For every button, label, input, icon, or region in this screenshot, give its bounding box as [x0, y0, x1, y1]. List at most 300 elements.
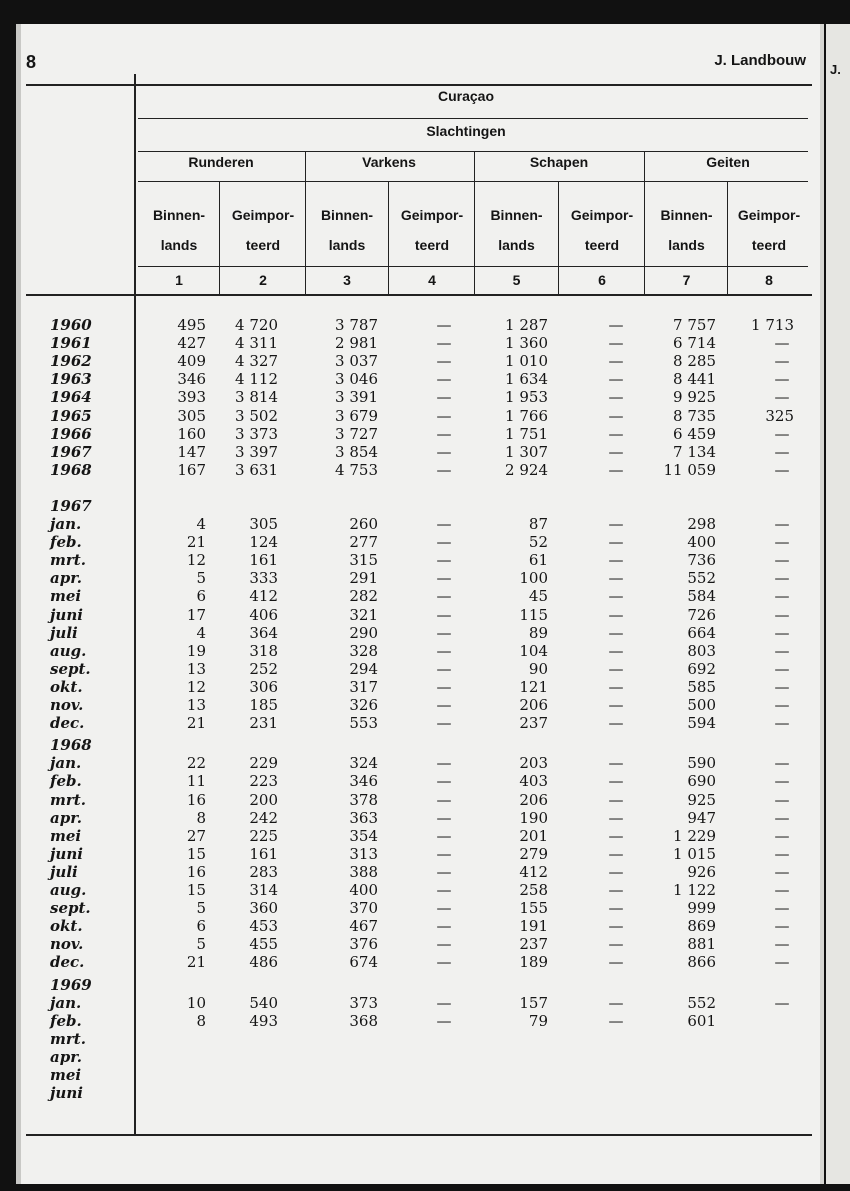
cell-col-8: —: [774, 844, 790, 863]
cell-col-4: —: [436, 935, 452, 954]
col-number-2: 2: [259, 272, 267, 288]
cell-col-3: 674: [349, 953, 378, 972]
page-spine: [16, 24, 21, 1184]
cell-col-3: 277: [349, 533, 378, 552]
row-month-label: dec.: [50, 953, 85, 972]
cell-col-3: 3 679: [335, 406, 378, 425]
row-month-label: jan.: [50, 993, 82, 1012]
cell-col-5: 189: [519, 953, 548, 972]
cell-col-3: 3 787: [335, 316, 378, 334]
cell-col-7: 1 122: [673, 881, 716, 899]
cell-col-7: 6 459: [673, 424, 716, 443]
cell-col-4: —: [436, 334, 452, 353]
cell-col-4: —: [436, 424, 452, 443]
cell-col-4: —: [436, 623, 452, 642]
cell-col-5: 237: [519, 935, 548, 954]
cell-col-8: —: [774, 424, 790, 443]
cell-col-1: 393: [177, 388, 206, 407]
cell-col-4: —: [436, 587, 452, 606]
cell-col-4: —: [436, 406, 452, 425]
cell-col-1: 495: [177, 316, 206, 334]
cell-col-8: —: [774, 569, 790, 588]
cell-col-6: —: [608, 352, 624, 371]
cell-col-7: 926: [687, 862, 716, 881]
cell-col-6: —: [608, 677, 624, 696]
cell-col-5: 403: [519, 772, 548, 791]
cell-col-1: 6: [196, 917, 206, 936]
group-rule: [138, 181, 808, 182]
cell-col-6: —: [608, 844, 624, 863]
cell-col-2: 252: [249, 659, 278, 678]
cell-col-2: 161: [249, 844, 278, 863]
col-label-5: [475, 200, 558, 260]
row-month-label: jan.: [50, 754, 82, 773]
col-label-line: Binnen-: [152, 207, 206, 223]
cell-col-7: 803: [687, 641, 716, 660]
cell-col-8: —: [774, 460, 790, 479]
cell-col-5: 1 634: [505, 370, 548, 389]
cell-col-6: —: [608, 605, 624, 624]
cell-col-3: 354: [349, 826, 378, 845]
cell-col-2: 161: [249, 551, 278, 570]
cell-col-1: 5: [196, 569, 206, 588]
cell-col-3: 328: [349, 641, 378, 660]
row-month-label: mei: [50, 1066, 82, 1084]
cell-col-8: —: [774, 623, 790, 642]
cell-col-5: 121: [519, 677, 548, 696]
col-label-line: Geimpor-: [400, 207, 464, 223]
cell-col-8: —: [774, 551, 790, 570]
cell-col-1: 15: [186, 881, 206, 899]
cell-col-8: —: [774, 754, 790, 773]
cell-col-7: 500: [687, 696, 716, 714]
cell-col-6: —: [608, 424, 624, 443]
cell-col-7: 298: [687, 515, 716, 533]
cell-col-4: —: [436, 605, 452, 624]
cell-col-8: —: [774, 993, 790, 1012]
cell-col-5: 206: [519, 696, 548, 714]
cell-col-8: 1 713: [751, 316, 794, 334]
cell-col-5: 279: [519, 844, 548, 863]
cell-col-6: —: [608, 460, 624, 479]
cell-col-5: 1 010: [505, 352, 548, 371]
col-label-line: teerd: [751, 237, 787, 253]
cell-col-8: —: [774, 388, 790, 407]
cell-col-8: —: [774, 772, 790, 791]
cell-col-4: —: [436, 551, 452, 570]
cell-col-5: 52: [528, 533, 548, 552]
group-geiten: Geiten: [706, 154, 750, 170]
cell-col-2: 4 720: [235, 316, 278, 334]
header-bottom-rule: [26, 294, 812, 296]
cell-col-7: 584: [687, 587, 716, 606]
region-rule: [138, 118, 808, 119]
cell-col-6: —: [608, 659, 624, 678]
cell-col-7: 999: [687, 899, 716, 918]
cell-col-8: 325: [765, 406, 794, 425]
cell-col-8: —: [774, 935, 790, 954]
cell-col-7: 8 441: [673, 370, 716, 389]
cell-col-8: —: [774, 515, 790, 533]
cell-col-3: 376: [349, 935, 378, 954]
col-label-line: Binnen-: [320, 207, 374, 223]
cell-col-5: 155: [519, 899, 548, 918]
cell-col-4: —: [436, 754, 452, 773]
row-month-label: aug.: [50, 641, 87, 660]
cell-col-5: 1 751: [505, 424, 548, 443]
cell-col-2: 225: [249, 826, 278, 845]
cell-col-4: —: [436, 370, 452, 389]
cell-col-8: —: [774, 881, 790, 899]
cell-col-3: 3 391: [335, 388, 378, 407]
row-month-label: okt.: [50, 677, 83, 696]
col-label-line: Geimpor-: [737, 207, 801, 223]
row-year-label: 1967: [50, 442, 92, 461]
cell-col-5: 190: [519, 808, 548, 827]
cell-col-8: —: [774, 605, 790, 624]
cell-col-6: —: [608, 935, 624, 954]
cell-col-2: 486: [249, 953, 278, 972]
cell-col-6: —: [608, 388, 624, 407]
cell-col-5: 203: [519, 754, 548, 773]
cell-col-1: 21: [186, 953, 206, 972]
cell-col-5: 1 360: [505, 334, 548, 353]
cell-col-1: 13: [186, 659, 206, 678]
cell-col-4: —: [436, 515, 452, 533]
col-number-6: 6: [598, 272, 606, 288]
row-month-label: aug.: [50, 881, 87, 899]
col-label-7: [645, 200, 728, 260]
row-month-label: nov.: [50, 696, 84, 714]
col-label-1: [138, 200, 220, 260]
cell-col-4: —: [436, 917, 452, 936]
running-head: J. Landbouw: [714, 52, 806, 69]
cell-col-6: —: [608, 917, 624, 936]
cell-col-2: 453: [249, 917, 278, 936]
cell-col-2: 3 397: [235, 442, 278, 461]
row-year-label: 1962: [50, 352, 92, 371]
cell-col-3: 260: [349, 515, 378, 533]
cell-col-5: 237: [519, 714, 548, 733]
cell-col-2: 360: [249, 899, 278, 918]
cell-col-4: —: [436, 899, 452, 918]
col-label-3: [306, 200, 388, 260]
cell-col-2: 223: [249, 772, 278, 791]
cell-col-6: —: [608, 953, 624, 972]
cell-col-8: —: [774, 370, 790, 389]
cell-col-7: 601: [687, 1011, 716, 1030]
cell-col-3: 313: [349, 844, 378, 863]
cell-col-1: 4: [196, 623, 206, 642]
col-label-4: [389, 200, 475, 260]
row-year-label: 1965: [50, 406, 92, 425]
cell-col-3: 346: [349, 772, 378, 791]
cell-col-2: 333: [249, 569, 278, 588]
row-month-label: mei: [50, 587, 82, 606]
cell-col-7: 590: [687, 754, 716, 773]
cell-col-3: 553: [349, 714, 378, 733]
cell-col-7: 7 757: [673, 316, 716, 334]
cell-col-8: —: [774, 862, 790, 881]
row-year-label: 1964: [50, 388, 92, 407]
page-number: 8: [26, 52, 37, 72]
cell-col-5: 2 924: [505, 460, 548, 479]
col-number-1: 1: [175, 272, 183, 288]
cell-col-2: 185: [249, 696, 278, 714]
cell-col-7: 881: [687, 935, 716, 954]
cell-col-2: 242: [249, 808, 278, 827]
cell-col-1: 15: [186, 844, 206, 863]
col-number-rule: [138, 266, 808, 267]
cell-col-1: 19: [186, 641, 206, 660]
cell-col-2: 4 112: [235, 370, 278, 389]
cell-col-8: —: [774, 826, 790, 845]
cell-col-7: 9 925: [673, 388, 716, 407]
cell-col-2: 229: [249, 754, 278, 773]
col-number-3: 3: [343, 272, 351, 288]
cell-col-6: —: [608, 772, 624, 791]
cell-col-4: —: [436, 844, 452, 863]
page-edge: [820, 24, 824, 1184]
cell-col-8: —: [774, 587, 790, 606]
cell-col-6: —: [608, 406, 624, 425]
cell-col-6: —: [608, 641, 624, 660]
cell-col-2: 231: [249, 714, 278, 733]
top-rule: [26, 84, 812, 86]
cell-col-5: 1 766: [505, 406, 548, 425]
document-page: [16, 24, 824, 1184]
col-number-4: 4: [428, 272, 436, 288]
col-number-5: 5: [512, 272, 521, 288]
cell-col-2: 540: [249, 993, 278, 1012]
row-year-label: 1960: [50, 316, 92, 334]
cell-col-7: 6 714: [673, 334, 716, 353]
cell-col-3: 3 037: [335, 352, 378, 371]
cell-col-7: 552: [687, 569, 716, 588]
cell-col-1: 22: [186, 754, 206, 773]
cell-col-4: —: [436, 881, 452, 899]
cell-col-2: 4 311: [235, 334, 278, 353]
cell-col-4: —: [436, 316, 452, 334]
cell-col-4: —: [436, 1011, 452, 1030]
cell-col-4: —: [436, 460, 452, 479]
cell-col-5: 45: [528, 587, 548, 606]
cell-col-7: 947: [687, 808, 716, 827]
cell-col-1: 427: [177, 334, 206, 353]
bottom-rule: [26, 1134, 812, 1136]
cell-col-7: 7 134: [673, 442, 716, 461]
cell-col-1: 5: [196, 899, 206, 918]
cell-col-6: —: [608, 334, 624, 353]
cell-col-6: —: [608, 1011, 624, 1030]
cell-col-3: 321: [349, 605, 378, 624]
col-label-line: Binnen-: [490, 207, 543, 223]
cell-col-2: 364: [249, 623, 278, 642]
cell-col-1: 346: [177, 370, 206, 389]
row-month-label: nov.: [50, 935, 84, 954]
row-month-label: feb.: [50, 533, 82, 552]
adjacent-page-strip: [826, 24, 850, 1184]
cell-col-1: 6: [196, 587, 206, 606]
cell-col-4: —: [436, 388, 452, 407]
cell-col-3: 400: [349, 881, 378, 899]
cell-col-5: 104: [519, 641, 548, 660]
col-label-6: [559, 200, 645, 260]
cell-col-7: 400: [687, 533, 716, 552]
cell-col-3: 326: [349, 696, 378, 714]
cell-col-1: 16: [186, 862, 206, 881]
cell-col-3: 3 854: [335, 442, 378, 461]
block-year-label: 1969: [50, 975, 92, 994]
cell-col-3: 3 046: [335, 370, 378, 389]
cell-col-4: —: [436, 442, 452, 461]
cell-col-1: 305: [177, 406, 206, 425]
col-label-line: Geimpor-: [231, 207, 295, 223]
row-month-label: juli: [50, 623, 78, 642]
cell-col-3: 373: [349, 993, 378, 1012]
cell-col-4: —: [436, 790, 452, 809]
cell-col-1: 12: [186, 677, 206, 696]
cell-col-1: 13: [186, 696, 206, 714]
cell-col-3: 282: [349, 587, 378, 606]
cell-col-1: 12: [186, 551, 206, 570]
cell-col-3: 363: [349, 808, 378, 827]
cell-col-7: 690: [687, 772, 716, 791]
cell-col-5: 157: [519, 993, 548, 1012]
cell-col-7: 726: [687, 605, 716, 624]
cell-col-2: 3 631: [235, 460, 278, 479]
cell-col-2: 455: [249, 935, 278, 954]
row-month-label: mei: [50, 826, 82, 845]
cell-col-7: 664: [687, 623, 716, 642]
row-month-label: jan.: [50, 515, 82, 533]
cell-col-2: 3 814: [235, 388, 278, 407]
cell-col-3: 290: [349, 623, 378, 642]
cell-col-6: —: [608, 442, 624, 461]
cell-col-6: —: [608, 569, 624, 588]
group-varkens: Varkens: [362, 154, 416, 170]
cell-col-6: —: [608, 316, 624, 334]
region-title: Curaçao: [437, 88, 495, 104]
cell-col-7: 925: [687, 790, 716, 809]
cell-col-1: 11: [186, 772, 206, 791]
cell-col-6: —: [608, 696, 624, 714]
cell-col-1: 4: [196, 515, 206, 533]
cell-col-2: 124: [249, 533, 278, 552]
cell-col-6: —: [608, 623, 624, 642]
cell-col-5: 61: [528, 551, 548, 570]
cell-col-8: —: [774, 696, 790, 714]
cell-col-3: 315: [349, 551, 378, 570]
cell-col-1: 17: [186, 605, 206, 624]
cell-col-4: —: [436, 953, 452, 972]
col-label-line: lands: [668, 237, 705, 253]
row-month-label: apr.: [50, 1047, 82, 1066]
cell-col-6: —: [608, 587, 624, 606]
cell-col-5: 100: [519, 569, 548, 588]
cell-col-7: 8 285: [673, 352, 716, 371]
cell-col-2: 306: [249, 677, 278, 696]
cell-col-4: —: [436, 808, 452, 827]
col-label-line: lands: [328, 237, 366, 253]
cell-col-7: 594: [687, 714, 716, 733]
cell-col-5: 115: [519, 605, 548, 624]
col-label-line: teerd: [414, 237, 450, 253]
cell-col-5: 1 287: [505, 316, 548, 334]
cell-col-1: 21: [186, 533, 206, 552]
row-year-label: 1961: [50, 334, 92, 353]
cell-col-2: 4 327: [235, 352, 278, 371]
cell-col-6: —: [608, 370, 624, 389]
row-month-label: sept.: [50, 659, 91, 678]
cell-col-6: —: [608, 533, 624, 552]
cell-col-8: —: [774, 790, 790, 809]
cell-col-2: 3 373: [235, 424, 278, 443]
cell-col-2: 305: [249, 515, 278, 533]
cell-col-1: 27: [186, 826, 206, 845]
row-month-label: feb.: [50, 1011, 82, 1030]
row-month-label: mrt.: [50, 790, 86, 809]
cell-col-5: 1 307: [505, 442, 548, 461]
cell-col-6: —: [608, 515, 624, 533]
cell-col-6: —: [608, 881, 624, 899]
cell-col-3: 368: [349, 1011, 378, 1030]
cell-col-7: 585: [687, 677, 716, 696]
cell-col-4: —: [436, 659, 452, 678]
cell-col-8: —: [774, 334, 790, 353]
cell-col-6: —: [608, 862, 624, 881]
cell-col-2: 200: [249, 790, 278, 809]
cell-col-2: 314: [249, 881, 278, 899]
cell-col-4: —: [436, 993, 452, 1012]
row-month-label: juni: [50, 1084, 83, 1103]
cell-col-8: —: [774, 442, 790, 461]
col-label-line: Geimpor-: [570, 207, 634, 223]
block-year-label: 1968: [50, 736, 92, 755]
cell-col-7: 1 229: [673, 826, 716, 845]
cell-col-4: —: [436, 862, 452, 881]
col-label-line: Binnen-: [660, 207, 713, 223]
cell-col-3: 3 727: [335, 424, 378, 443]
cell-col-4: —: [436, 677, 452, 696]
cell-col-4: —: [436, 641, 452, 660]
cell-col-2: 283: [249, 862, 278, 881]
cell-col-8: —: [774, 352, 790, 371]
col-label-line: teerd: [245, 237, 281, 253]
cell-col-7: 11 059: [663, 460, 716, 479]
cell-col-8: —: [774, 677, 790, 696]
cell-col-5: 258: [519, 881, 548, 899]
row-month-label: okt.: [50, 917, 83, 936]
cell-col-7: 692: [687, 659, 716, 678]
col-label-2: [220, 200, 306, 260]
group-runderen: Runderen: [188, 154, 254, 170]
cell-col-6: —: [608, 790, 624, 809]
cell-col-4: —: [436, 569, 452, 588]
col-label-line: lands: [160, 237, 198, 253]
cell-col-7: 1 015: [673, 844, 716, 863]
cell-col-3: 388: [349, 862, 378, 881]
cell-col-4: —: [436, 826, 452, 845]
cell-col-4: —: [436, 772, 452, 791]
cell-col-3: 370: [349, 899, 378, 918]
cell-col-3: 467: [349, 917, 378, 936]
cell-col-1: 8: [196, 808, 206, 827]
cell-col-1: 8: [196, 1011, 206, 1030]
adjacent-page-letter: J.: [830, 62, 841, 77]
cell-col-4: —: [436, 533, 452, 552]
cell-col-1: 16: [186, 790, 206, 809]
